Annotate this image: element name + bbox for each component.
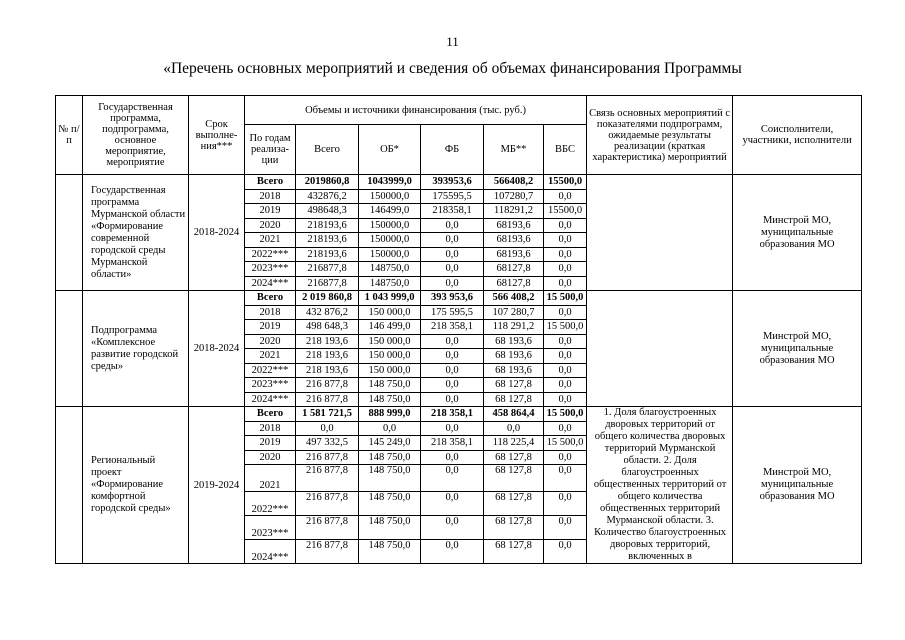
value-cell: 15 500,0 — [544, 320, 587, 335]
value-cell: 145 249,0 — [359, 436, 421, 451]
value-cell: 218193,6 — [296, 247, 359, 262]
coexecutors-cell: Минстрой МО, муниципальные образования МО — [733, 407, 862, 564]
year-cell: 2020 — [245, 450, 296, 465]
value-cell: 0,0 — [421, 450, 484, 465]
value-cell: 432876,2 — [296, 189, 359, 204]
year-cell: 2021 — [245, 349, 296, 364]
value-cell: 0,0 — [421, 465, 484, 492]
year-cell: 2018 — [245, 189, 296, 204]
value-cell: 68193,6 — [484, 218, 544, 233]
value-cell: 68 193,6 — [484, 334, 544, 349]
period-cell: 2018-2024 — [189, 175, 245, 291]
year-cell: 2018 — [245, 421, 296, 436]
year-cell: 2023*** — [245, 378, 296, 393]
year-cell: 2020 — [245, 218, 296, 233]
col-header-total: Всего — [296, 125, 359, 175]
value-cell: 68 127,8 — [484, 378, 544, 393]
value-cell: 1 043 999,0 — [359, 291, 421, 306]
value-cell: 0,0 — [421, 421, 484, 436]
value-cell: 0,0 — [421, 233, 484, 248]
value-cell: 0,0 — [421, 334, 484, 349]
value-cell: 0,0 — [359, 421, 421, 436]
value-cell: 2 019 860,8 — [296, 291, 359, 306]
program-name-cell: Подпрограмма «Комплексное развитие городской среды» — [83, 291, 189, 407]
value-cell: 0,0 — [421, 492, 484, 516]
value-cell: 566 408,2 — [484, 291, 544, 306]
value-cell: 0,0 — [421, 349, 484, 364]
row-number-cell — [56, 291, 83, 407]
col-header-ob: ОБ* — [359, 125, 421, 175]
value-cell: 15500,0 — [544, 175, 587, 190]
value-cell: 218193,6 — [296, 233, 359, 248]
value-cell: 497 332,5 — [296, 436, 359, 451]
page-number: 11 — [446, 34, 459, 49]
value-cell: 0,0 — [421, 363, 484, 378]
value-cell: 68 127,8 — [484, 492, 544, 516]
value-cell: 0,0 — [421, 378, 484, 393]
value-cell: 68 127,8 — [484, 465, 544, 492]
year-cell: 2021 — [245, 233, 296, 248]
col-header-years: По годам реализа-ции — [245, 125, 296, 175]
year-cell: 2024*** — [245, 276, 296, 291]
value-cell: 68 127,8 — [484, 540, 544, 564]
col-header-fb: ФБ — [421, 125, 484, 175]
table-row — [56, 407, 862, 422]
value-cell: 148 750,0 — [359, 450, 421, 465]
value-cell: 15 500,0 — [544, 407, 587, 422]
year-cell: 2019 — [245, 320, 296, 335]
value-cell: 107 280,7 — [484, 305, 544, 320]
value-cell: 0,0 — [544, 516, 587, 540]
year-cell: 2023*** — [245, 516, 296, 540]
value-cell: 0,0 — [544, 305, 587, 320]
program-name-cell: Региональный проект «Формирование комфортной городской среды» — [83, 407, 189, 564]
value-cell: 150 000,0 — [359, 305, 421, 320]
value-cell: 146499,0 — [359, 204, 421, 219]
year-cell: 2023*** — [245, 262, 296, 277]
value-cell: 68127,8 — [484, 276, 544, 291]
col-header-coexec: Соисполнители, участники, исполнители — [733, 96, 862, 175]
value-cell: 68193,6 — [484, 247, 544, 262]
value-cell: 15500,0 — [544, 204, 587, 219]
value-cell: 458 864,4 — [484, 407, 544, 422]
value-cell: 0,0 — [544, 450, 587, 465]
value-cell: 498 648,3 — [296, 320, 359, 335]
value-cell: 216 877,8 — [296, 378, 359, 393]
value-cell: 0,0 — [421, 276, 484, 291]
value-cell: 150 000,0 — [359, 334, 421, 349]
value-cell: 0,0 — [421, 262, 484, 277]
value-cell: 0,0 — [544, 378, 587, 393]
col-header-mb: МБ** — [484, 125, 544, 175]
value-cell: 1043999,0 — [359, 175, 421, 190]
value-cell: 218193,6 — [296, 218, 359, 233]
value-cell: 0,0 — [296, 421, 359, 436]
value-cell: 218358,1 — [421, 204, 484, 219]
row-number-cell — [56, 407, 83, 564]
value-cell: 175 595,5 — [421, 305, 484, 320]
period-cell: 2019-2024 — [189, 407, 245, 564]
value-cell: 146 499,0 — [359, 320, 421, 335]
year-cell: 2019 — [245, 204, 296, 219]
year-cell: Всего — [245, 407, 296, 422]
value-cell: 150000,0 — [359, 218, 421, 233]
value-cell: 218 193,6 — [296, 334, 359, 349]
year-cell: 2022*** — [245, 247, 296, 262]
year-cell: Всего — [245, 291, 296, 306]
value-cell: 118 225,4 — [484, 436, 544, 451]
year-cell: 2018 — [245, 305, 296, 320]
year-cell: 2024*** — [245, 392, 296, 407]
value-cell: 68193,6 — [484, 233, 544, 248]
results-link-cell: 1. Доля благоустроенных дворовых территорий от общего количества дворовых территорий Мурманской области. 2. Доля благоустроенных общественных территорий от общего количества общественных территорий Мурманской области. 3. Количество благоустроенных дворовых территорий, включенных в — [587, 407, 733, 564]
value-cell: 0,0 — [544, 540, 587, 564]
value-cell: 0,0 — [421, 540, 484, 564]
value-cell: 566408,2 — [484, 175, 544, 190]
value-cell: 0,0 — [421, 392, 484, 407]
program-name-cell: Государственная программа Мурманской области «Формирование современной городской среды Мурманской области» — [83, 175, 189, 291]
value-cell: 118291,2 — [484, 204, 544, 219]
table-body — [56, 175, 862, 564]
value-cell: 148 750,0 — [359, 516, 421, 540]
value-cell: 150000,0 — [359, 189, 421, 204]
value-cell: 216 877,8 — [296, 392, 359, 407]
value-cell: 68 127,8 — [484, 516, 544, 540]
coexecutors-cell: Минстрой МО, муниципальные образования МО — [733, 175, 862, 291]
year-cell: 2019 — [245, 436, 296, 451]
value-cell: 498648,3 — [296, 204, 359, 219]
value-cell: 0,0 — [544, 492, 587, 516]
value-cell: 148 750,0 — [359, 465, 421, 492]
period-cell: 2018-2024 — [189, 291, 245, 407]
value-cell: 218 358,1 — [421, 320, 484, 335]
value-cell: 0,0 — [544, 334, 587, 349]
value-cell: 888 999,0 — [359, 407, 421, 422]
value-cell: 107280,7 — [484, 189, 544, 204]
value-cell: 393 953,6 — [421, 291, 484, 306]
value-cell: 0,0 — [421, 247, 484, 262]
year-cell: 2024*** — [245, 540, 296, 564]
value-cell: 216 877,8 — [296, 540, 359, 564]
value-cell: 68 193,6 — [484, 363, 544, 378]
value-cell: 218 358,1 — [421, 436, 484, 451]
document-title: «Перечень основных мероприятий и сведения об объемах финансирования Программы — [163, 60, 742, 77]
value-cell: 175595,5 — [421, 189, 484, 204]
results-link-cell — [587, 175, 733, 291]
value-cell: 0,0 — [421, 516, 484, 540]
value-cell: 216 877,8 — [296, 465, 359, 492]
value-cell: 68 193,6 — [484, 349, 544, 364]
value-cell: 148750,0 — [359, 262, 421, 277]
value-cell: 218 193,6 — [296, 349, 359, 364]
value-cell: 218 358,1 — [421, 407, 484, 422]
value-cell: 0,0 — [544, 262, 587, 277]
year-cell: 2022*** — [245, 492, 296, 516]
value-cell: 0,0 — [544, 349, 587, 364]
value-cell: 0,0 — [544, 247, 587, 262]
value-cell: 150000,0 — [359, 247, 421, 262]
value-cell: 216 877,8 — [296, 516, 359, 540]
value-cell: 0,0 — [544, 189, 587, 204]
value-cell: 148 750,0 — [359, 392, 421, 407]
year-cell: 2021 — [245, 465, 296, 492]
value-cell: 148750,0 — [359, 276, 421, 291]
value-cell: 0,0 — [544, 363, 587, 378]
value-cell: 0,0 — [484, 421, 544, 436]
value-cell: 0,0 — [544, 233, 587, 248]
value-cell: 15 500,0 — [544, 436, 587, 451]
funding-table — [55, 95, 862, 564]
value-cell: 393953,6 — [421, 175, 484, 190]
results-link-cell — [587, 291, 733, 407]
year-cell: 2022*** — [245, 363, 296, 378]
value-cell: 216 877,8 — [296, 492, 359, 516]
col-header-link: Связь основных мероприятий с показателями подпрограмм, ожидаемые результаты реализации (краткая характеристика) мероприятий — [587, 96, 733, 175]
year-cell: Всего — [245, 175, 296, 190]
value-cell: 0,0 — [544, 392, 587, 407]
value-cell: 2019860,8 — [296, 175, 359, 190]
col-header-name: Государственная программа, подпрограмма, основное мероприятие, мероприятие — [83, 96, 189, 175]
value-cell: 118 291,2 — [484, 320, 544, 335]
col-header-vbs: ВБС — [544, 125, 587, 175]
value-cell: 150 000,0 — [359, 363, 421, 378]
table-row — [56, 175, 862, 190]
value-cell: 1 581 721,5 — [296, 407, 359, 422]
col-header-period: Срок выполне-ния*** — [189, 96, 245, 175]
col-header-funding: Объемы и источники финансирования (тыс. руб.) — [245, 96, 587, 125]
year-cell: 2020 — [245, 334, 296, 349]
value-cell: 0,0 — [544, 465, 587, 492]
value-cell: 218 193,6 — [296, 363, 359, 378]
value-cell: 150 000,0 — [359, 349, 421, 364]
table-row — [56, 291, 862, 306]
value-cell: 216877,8 — [296, 276, 359, 291]
value-cell: 68 127,8 — [484, 392, 544, 407]
value-cell: 148 750,0 — [359, 540, 421, 564]
value-cell: 0,0 — [544, 276, 587, 291]
value-cell: 0,0 — [544, 421, 587, 436]
value-cell: 148 750,0 — [359, 492, 421, 516]
value-cell: 216877,8 — [296, 262, 359, 277]
value-cell: 68127,8 — [484, 262, 544, 277]
value-cell: 432 876,2 — [296, 305, 359, 320]
value-cell: 0,0 — [421, 218, 484, 233]
value-cell: 15 500,0 — [544, 291, 587, 306]
value-cell: 216 877,8 — [296, 450, 359, 465]
row-number-cell — [56, 175, 83, 291]
value-cell: 0,0 — [544, 218, 587, 233]
value-cell: 68 127,8 — [484, 450, 544, 465]
value-cell: 150000,0 — [359, 233, 421, 248]
col-header-num: № п/п — [56, 96, 83, 175]
coexecutors-cell: Минстрой МО, муниципальные образования МО — [733, 291, 862, 407]
value-cell: 148 750,0 — [359, 378, 421, 393]
